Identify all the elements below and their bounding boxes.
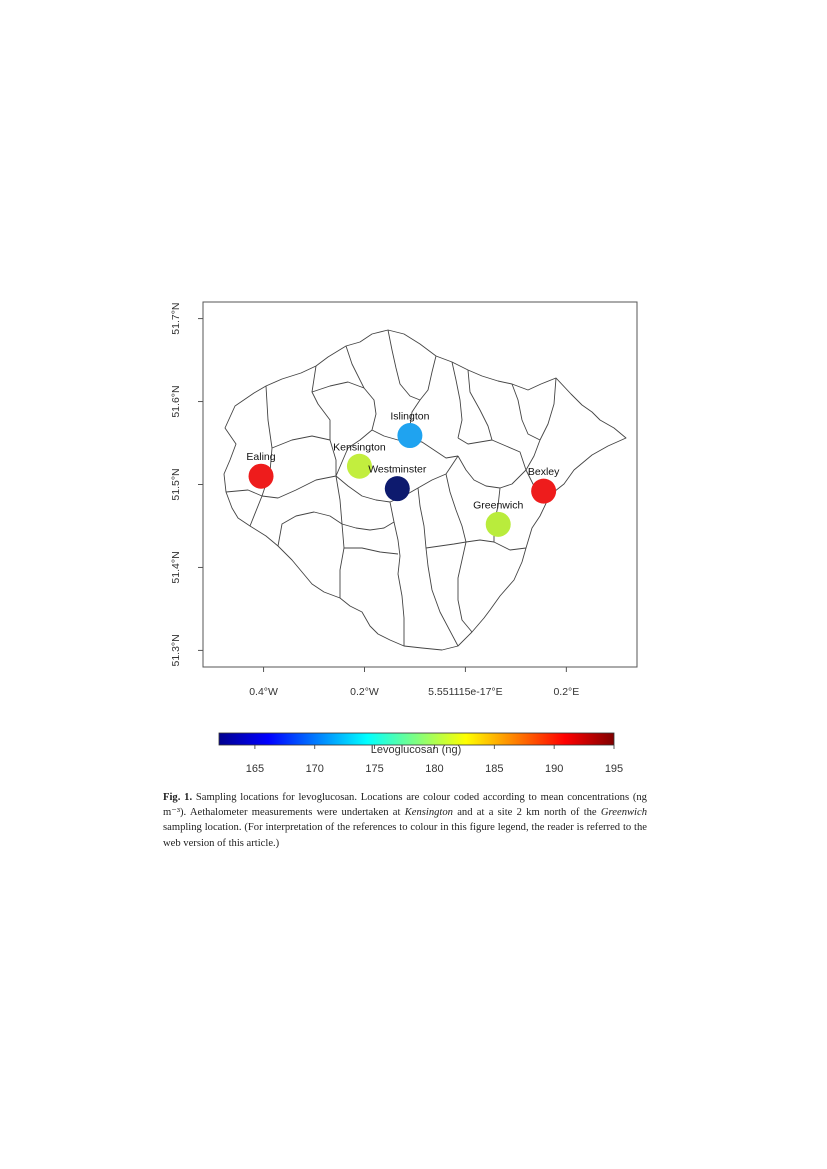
colorbar-tick-label: 190 xyxy=(544,763,564,775)
boundary xyxy=(344,548,398,554)
y-tick-label: 51.6°N xyxy=(170,385,182,418)
boundary xyxy=(312,366,330,440)
colorbar-title: Levoglucosan (ng) xyxy=(370,744,462,756)
site-label-westminster: Westminster xyxy=(368,463,427,476)
colorbar-tick-label: 170 xyxy=(305,763,324,775)
site-marker-ealing xyxy=(249,464,274,489)
boundary xyxy=(226,476,336,498)
boundary xyxy=(458,438,526,470)
caption-site-kensington: Kensington xyxy=(404,807,453,819)
boundary xyxy=(418,488,458,646)
borough-boundaries xyxy=(224,330,626,650)
x-tick-label: 0.2°W xyxy=(350,686,379,698)
caption-text: and at a site 2 km north of the xyxy=(452,807,601,819)
x-tick-label: 0.4°W xyxy=(249,686,278,698)
site-marker-bexley xyxy=(531,479,556,504)
caption-site-greenwich: Greenwich xyxy=(600,807,647,819)
boundary xyxy=(336,476,344,598)
boundary xyxy=(468,370,492,440)
london-outline xyxy=(224,330,626,650)
x-axis xyxy=(249,667,579,698)
caption-text: sampling location. (For interpretation of the references to colour in this figure legend, the reader is referred to the web version of this article.) xyxy=(163,822,647,849)
boundary xyxy=(336,476,390,502)
boundary xyxy=(512,384,540,440)
boundary xyxy=(278,512,342,546)
colorbar-tick-label: 165 xyxy=(245,763,265,775)
site-label-kensington: Kensington xyxy=(333,441,386,454)
boundary xyxy=(452,362,462,438)
site-marker-westminster xyxy=(385,476,410,501)
y-tick-label: 51.4°N xyxy=(170,551,182,584)
x-tick-label: 5.551115e-17°E xyxy=(428,686,503,698)
boundary xyxy=(446,474,466,542)
y-tick-label: 51.7°N xyxy=(170,302,182,335)
colorbar-tick-label: 180 xyxy=(425,763,444,775)
boundary xyxy=(458,456,526,488)
colorbar-tick-label: 175 xyxy=(365,763,384,775)
boundary xyxy=(312,382,376,430)
y-tick-label: 51.5°N xyxy=(170,468,182,501)
site-label-islington: Islington xyxy=(390,410,430,423)
site-label-bexley: Bexley xyxy=(527,466,560,479)
figure-label: Fig. 1. xyxy=(163,792,193,803)
x-tick-label: 0.2°E xyxy=(553,686,580,698)
boundary xyxy=(426,540,526,550)
site-label-greenwich: Greenwich xyxy=(473,499,524,512)
boundary xyxy=(272,436,336,476)
colorbar-tick-label: 185 xyxy=(485,763,504,775)
boundary xyxy=(526,378,556,470)
site-marker-greenwich xyxy=(486,512,511,537)
boundary xyxy=(346,346,364,388)
y-tick-label: 51.3°N xyxy=(170,634,182,667)
boundary xyxy=(342,522,394,530)
colorbar-tick-label: 195 xyxy=(604,763,624,775)
site-marker-islington xyxy=(397,423,422,448)
boundary xyxy=(458,542,472,632)
figure-caption xyxy=(163,790,647,851)
caption-text: Sampling locations for levoglucosan. Locations are colour coded according to mean concentrations (ng m⁻³). Aethalometer measurements were undertaken at xyxy=(163,792,647,819)
y-axis xyxy=(170,302,203,666)
site-label-ealing: Ealing xyxy=(246,451,276,464)
